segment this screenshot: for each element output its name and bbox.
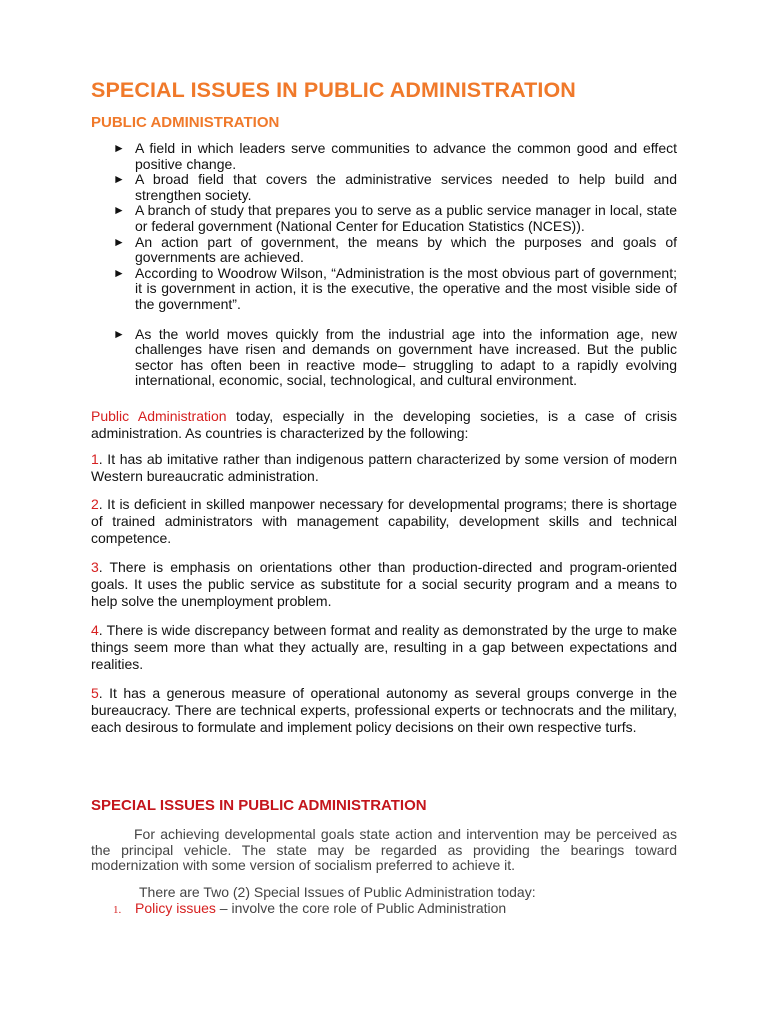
numbered-point: 3. There is emphasis on orientations other than production-directed and program-oriented goals. It uses the public service as substitute for a social security program and a means to help solve the unemployment problem.: [91, 559, 677, 610]
numbered-point: 5. It has a generous measure of operational autonomy as several groups converge in the bureaucracy. There are technical experts, professional experts or technocrats and the military, each desirous to formulate and implement policy decisions on their own respective turfs.: [91, 685, 677, 736]
point-number: 2: [91, 496, 99, 512]
list-item: ► An action part of government, the means by which the purposes and goals of governments are achieved.: [113, 233, 677, 266]
section-subtitle: PUBLIC ADMINISTRATION: [91, 114, 280, 131]
list-item: [113, 900, 506, 916]
item-term: Policy issues: [135, 900, 216, 916]
triangle-bullet-icon: ►: [113, 265, 125, 280]
page-title: SPECIAL ISSUES IN PUBLIC ADMINISTRATION: [91, 78, 576, 102]
triangle-bullet-icon: ►: [113, 234, 125, 249]
intro-highlight: Public Administration: [91, 408, 227, 424]
point-number: 1: [91, 451, 99, 467]
triangle-bullet-icon: ►: [113, 172, 125, 187]
numbered-point: 4. There is wide discrepancy between format and reality as demonstrated by the urge to make things seem more than what they actually are, resulting in a gap between expectations and realities.: [91, 622, 677, 673]
item-number: 1.: [113, 904, 122, 916]
numbered-point: 1. It has ab imitative rather than indigenous pattern characterized by some version of modern Western bureaucratic administration.: [91, 451, 677, 485]
list-item: ► As the world moves quickly from the industrial age into the information age, new challenges have risen and demands on government have increased. But the public sector has often been in reactive mode– struggling to adapt to a rapidly evolving international, economic, social, technological, and cultural environment.: [113, 325, 677, 389]
point-number: 5: [91, 685, 99, 701]
issues-intro: There are Two (2) Special Issues of Public Administration today:: [139, 884, 536, 900]
list-item: ► According to Woodrow Wilson, “Administration is the most obvious part of government; it is government in action, it is the executive, the operative and the most visible side of the government”.: [113, 264, 677, 312]
point-number: 3: [91, 559, 99, 575]
section-heading: SPECIAL ISSUES IN PUBLIC ADMINISTRATION: [91, 797, 427, 814]
intro-paragraph: Public Administration today, especially in the developing societies, is a case of crisis administration. As countries is characterized by the following:: [91, 408, 678, 442]
list-item: ► A branch of study that prepares you to serve as a public service manager in local, state or federal government (National Center for Education Statistics (NCES)).: [113, 202, 677, 234]
item-text: – involve the core role of Public Administration: [215, 900, 507, 916]
definition-list: [113, 141, 677, 389]
point-number: 4: [91, 622, 99, 638]
list-item: ► A field in which leaders serve communities to advance the common good and effect positive change.: [113, 140, 677, 172]
triangle-bullet-icon: ►: [113, 203, 125, 218]
triangle-bullet-icon: ►: [113, 141, 125, 155]
list-item: ► A broad field that covers the administrative services needed to help build and strengthen society.: [113, 171, 677, 203]
numbered-point: 2. It is deficient in skilled manpower necessary for developmental programs; there is shortage of trained administrators with management capability, development skills and technical competence.: [91, 496, 677, 547]
section-paragraph: For achieving developmental goals state action and intervention may be perceived as the principal vehicle. The state may be regarded as providing the bearings toward modernization with some version of socialism preferred to achieve it.: [91, 826, 677, 874]
triangle-bullet-icon: ►: [113, 326, 125, 341]
